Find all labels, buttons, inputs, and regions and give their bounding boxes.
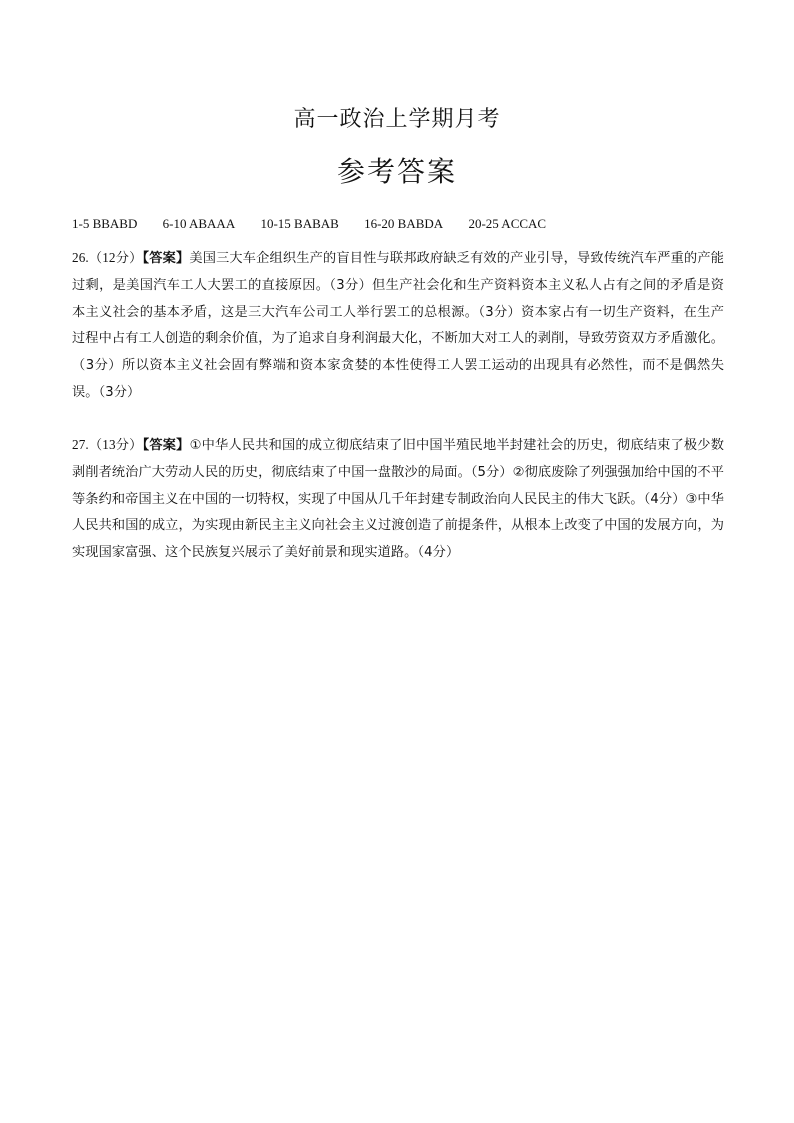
document-title: 高一政治上学期月考 [293, 107, 501, 132]
answer-tag: 【答案】 [142, 438, 190, 453]
question-number: 27.（13分） [72, 437, 143, 452]
choice-answer-group: 10-15 BABAB [260, 216, 339, 231]
document-subtitle: 参考答案 [336, 155, 457, 188]
question-27-answer [72, 432, 724, 567]
choice-answer-group: 6-10 ABAAA [162, 216, 236, 231]
choice-answer-group: 1-5 BBABD [72, 216, 138, 231]
question-26-answer [72, 245, 724, 407]
choice-answers-line [72, 216, 732, 232]
choice-answer-group: 20-25 ACCAC [468, 216, 547, 231]
choice-answer-group: 16-20 BABDA [364, 216, 444, 231]
answer-text: ①中华人民共和国的成立彻底结束了旧中国半殖民地半封建社会的历史，彻底结束了极少数剥削者统治广大劳动人民的历史，彻底结束了中国一盘散沙的局面。（5分）②彻底废除了列强强加给中国的不平等条约和帝国主义在中国的一切特权，实现了中国从几千年封建专制政治向人民民主的伟大飞跃。（4分）③中华人民共和国的成立，为实现由新民主主义向社会主义过渡创造了前提条件，从根本上改变了中国的发展方向，为实现国家富强、这个民族复兴展示了美好前景和现实道路。（4分） [72, 438, 724, 561]
answer-text: 美国三大车企组织生产的盲目性与联邦政府缺乏有效的产业引导，导致传统汽车严重的产能过剩，是美国汽车工人大罢工的直接原因。（3分）但生产社会化和生产资料资本主义私人占有之间的矛盾是资本主义社会的基本矛盾，这是三大汽车公司工人举行罢工的总根源。（3分）资本家占有一切生产资料，在生产过程中占有工人创造的剩余价值，为了追求自身利润最大化，不断加大对工人的剥削，导致劳资双方矛盾激化。（3分）所以资本主义社会固有弊端和资本家贪婪的本性使得工人罢工运动的出现具有必然性，而不是偶然失误。（3分） [72, 251, 724, 400]
question-number: 26.（12分） [72, 250, 143, 265]
answer-tag: 【答案】 [142, 251, 190, 266]
